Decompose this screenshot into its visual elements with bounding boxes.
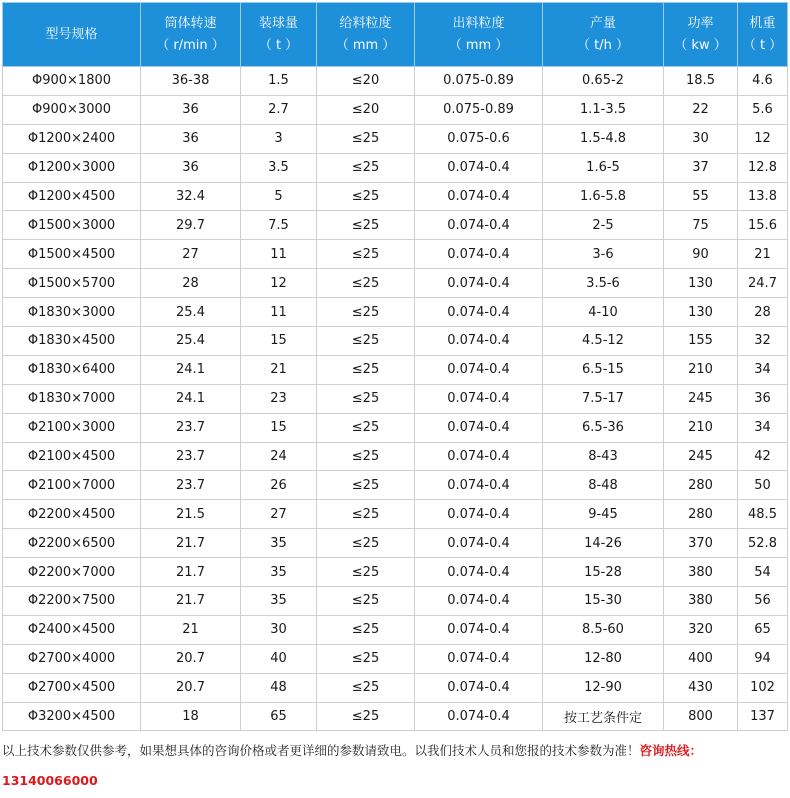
table-row bbox=[3, 124, 788, 153]
column-header-title: 产量 bbox=[589, 15, 616, 31]
table-cell: 48.5 bbox=[738, 500, 788, 529]
hotline-number: 13140066000 bbox=[2, 773, 98, 788]
table-row bbox=[3, 529, 788, 558]
table-cell: 0.074-0.4 bbox=[415, 442, 543, 471]
table-cell: 24.1 bbox=[141, 355, 241, 384]
table-cell: 90 bbox=[664, 240, 738, 269]
table-cell: 280 bbox=[664, 471, 738, 500]
table-cell: 1.1-3.5 bbox=[543, 95, 664, 124]
table-row bbox=[3, 442, 788, 471]
table-cell: ≤25 bbox=[317, 240, 415, 269]
table-row bbox=[3, 240, 788, 269]
table-cell: 210 bbox=[664, 413, 738, 442]
table-cell: 21 bbox=[738, 240, 788, 269]
table-cell: 9-45 bbox=[543, 500, 664, 529]
table-cell: 0.075-0.89 bbox=[415, 95, 543, 124]
table-cell: 1.5-4.8 bbox=[543, 124, 664, 153]
table-cell: 36 bbox=[738, 384, 788, 413]
table-cell: 0.074-0.4 bbox=[415, 529, 543, 558]
table-cell: Φ1500×5700 bbox=[3, 269, 141, 298]
table-cell: Φ2700×4000 bbox=[3, 644, 141, 673]
table-cell: ≤25 bbox=[317, 355, 415, 384]
table-cell: ≤20 bbox=[317, 67, 415, 96]
table-body bbox=[3, 67, 788, 731]
table-cell: 380 bbox=[664, 587, 738, 616]
table-cell: 210 bbox=[664, 355, 738, 384]
table-cell: Φ2700×4500 bbox=[3, 673, 141, 702]
table-cell: 5 bbox=[241, 182, 317, 211]
table-cell: 8-48 bbox=[543, 471, 664, 500]
table-row bbox=[3, 644, 788, 673]
column-header bbox=[664, 3, 738, 67]
table-cell: ≤25 bbox=[317, 182, 415, 211]
table-cell: 65 bbox=[241, 702, 317, 731]
table-cell: 15.6 bbox=[738, 211, 788, 240]
table-cell: 0.074-0.4 bbox=[415, 644, 543, 673]
table-cell: 7.5 bbox=[241, 211, 317, 240]
table-cell: Φ1500×4500 bbox=[3, 240, 141, 269]
table-row bbox=[3, 673, 788, 702]
table-cell: 245 bbox=[664, 384, 738, 413]
table-cell: Φ2200×4500 bbox=[3, 500, 141, 529]
column-header-unit: （ mm ） bbox=[335, 37, 396, 53]
table-cell: 21 bbox=[241, 355, 317, 384]
table-cell: 0.074-0.4 bbox=[415, 471, 543, 500]
table-cell: 52.8 bbox=[738, 529, 788, 558]
table-cell: 1.6-5.8 bbox=[543, 182, 664, 211]
table-cell: 65 bbox=[738, 615, 788, 644]
table-row bbox=[3, 615, 788, 644]
table-cell: Φ2100×7000 bbox=[3, 471, 141, 500]
table-cell: 36 bbox=[141, 95, 241, 124]
header-row bbox=[3, 3, 788, 67]
table-cell: 27 bbox=[141, 240, 241, 269]
table-cell: 0.074-0.4 bbox=[415, 673, 543, 702]
table-row bbox=[3, 471, 788, 500]
table-cell: 55 bbox=[664, 182, 738, 211]
table-cell: 400 bbox=[664, 644, 738, 673]
table-cell: 24 bbox=[241, 442, 317, 471]
footnote bbox=[2, 736, 788, 796]
table-cell: ≤25 bbox=[317, 269, 415, 298]
column-header bbox=[317, 3, 415, 67]
table-cell: 0.074-0.4 bbox=[415, 384, 543, 413]
table-cell: Φ1830×3000 bbox=[3, 298, 141, 327]
column-header-title: 功率 bbox=[687, 15, 714, 31]
footnote-text: 以上技术参数仅供参考，如果想具体的咨询价格或者更详细的参数请致电。以我们技术人员和您报的技术参数为准！ bbox=[2, 743, 640, 758]
table-cell: 12.8 bbox=[738, 153, 788, 182]
table-cell: 4.6 bbox=[738, 67, 788, 96]
table-cell: 20.7 bbox=[141, 673, 241, 702]
table-cell: 15-30 bbox=[543, 587, 664, 616]
table-cell: 370 bbox=[664, 529, 738, 558]
table-cell: 102 bbox=[738, 673, 788, 702]
table-cell: 0.074-0.4 bbox=[415, 702, 543, 731]
table-cell: 20.7 bbox=[141, 644, 241, 673]
table-cell: ≤25 bbox=[317, 558, 415, 587]
table-cell: 32 bbox=[738, 327, 788, 356]
column-header-unit: （ t ） bbox=[258, 37, 299, 53]
column-header-title: 给料粒度 bbox=[339, 15, 392, 31]
column-header-unit: （ kw ） bbox=[674, 37, 727, 53]
table-cell: 800 bbox=[664, 702, 738, 731]
column-header bbox=[415, 3, 543, 67]
table-cell: ≤25 bbox=[317, 124, 415, 153]
column-header-unit: （ r/min ） bbox=[156, 37, 225, 53]
table-cell: ≤25 bbox=[317, 298, 415, 327]
table-row bbox=[3, 211, 788, 240]
table-cell: Φ2200×6500 bbox=[3, 529, 141, 558]
table-row bbox=[3, 587, 788, 616]
spec-table bbox=[2, 2, 788, 731]
table-cell: 137 bbox=[738, 702, 788, 731]
table-cell: 50 bbox=[738, 471, 788, 500]
table-cell: 380 bbox=[664, 558, 738, 587]
table-row bbox=[3, 182, 788, 211]
table-cell: 21.7 bbox=[141, 558, 241, 587]
table-row bbox=[3, 67, 788, 96]
table-cell: ≤25 bbox=[317, 529, 415, 558]
table-cell: 0.075-0.6 bbox=[415, 124, 543, 153]
table-cell: 30 bbox=[664, 124, 738, 153]
table-cell: 7.5-17 bbox=[543, 384, 664, 413]
table-cell: 12-80 bbox=[543, 644, 664, 673]
table-cell: 12 bbox=[738, 124, 788, 153]
table-cell: 75 bbox=[664, 211, 738, 240]
table-cell: Φ1500×3000 bbox=[3, 211, 141, 240]
table-cell: 0.074-0.4 bbox=[415, 413, 543, 442]
table-cell: 0.074-0.4 bbox=[415, 615, 543, 644]
table-cell: 21 bbox=[141, 615, 241, 644]
table-cell: ≤25 bbox=[317, 702, 415, 731]
table-cell: 11 bbox=[241, 240, 317, 269]
column-header-unit: （ t ） bbox=[742, 37, 783, 53]
table-cell: 36 bbox=[141, 124, 241, 153]
table-cell: 0.075-0.89 bbox=[415, 67, 543, 96]
table-cell: 按工艺条件定 bbox=[543, 702, 664, 731]
table-cell: 0.074-0.4 bbox=[415, 355, 543, 384]
column-header-title: 筒体转速 bbox=[164, 15, 217, 31]
table-cell: 23.7 bbox=[141, 471, 241, 500]
table-cell: Φ2400×4500 bbox=[3, 615, 141, 644]
table-cell: 36 bbox=[141, 153, 241, 182]
spec-table-container bbox=[2, 2, 787, 731]
table-cell: 21.7 bbox=[141, 587, 241, 616]
table-cell: 0.074-0.4 bbox=[415, 298, 543, 327]
table-cell: Φ1200×4500 bbox=[3, 182, 141, 211]
table-cell: Φ900×3000 bbox=[3, 95, 141, 124]
table-cell: ≤25 bbox=[317, 384, 415, 413]
hotline-label: 咨询热线： bbox=[639, 743, 703, 758]
table-cell: 24.1 bbox=[141, 384, 241, 413]
table-cell: 94 bbox=[738, 644, 788, 673]
table-cell: ≤25 bbox=[317, 327, 415, 356]
table-cell: Φ1200×2400 bbox=[3, 124, 141, 153]
table-cell: 3-6 bbox=[543, 240, 664, 269]
table-cell: 35 bbox=[241, 529, 317, 558]
table-cell: 23.7 bbox=[141, 442, 241, 471]
table-cell: 48 bbox=[241, 673, 317, 702]
table-cell: Φ2200×7500 bbox=[3, 587, 141, 616]
table-cell: 13.8 bbox=[738, 182, 788, 211]
column-header bbox=[543, 3, 664, 67]
table-cell: Φ1830×4500 bbox=[3, 327, 141, 356]
column-header-title: 装球量 bbox=[258, 15, 298, 31]
table-row bbox=[3, 500, 788, 529]
table-cell: 34 bbox=[738, 413, 788, 442]
table-cell: 12-90 bbox=[543, 673, 664, 702]
table-cell: 40 bbox=[241, 644, 317, 673]
table-cell: 21.5 bbox=[141, 500, 241, 529]
table-cell: 2.7 bbox=[241, 95, 317, 124]
table-cell: 15-28 bbox=[543, 558, 664, 587]
table-cell: ≤25 bbox=[317, 471, 415, 500]
table-row bbox=[3, 355, 788, 384]
table-cell: 14-26 bbox=[543, 529, 664, 558]
table-cell: 37 bbox=[664, 153, 738, 182]
table-cell: 3 bbox=[241, 124, 317, 153]
table-cell: 28 bbox=[738, 298, 788, 327]
table-cell: 245 bbox=[664, 442, 738, 471]
table-cell: 27 bbox=[241, 500, 317, 529]
table-cell: 35 bbox=[241, 558, 317, 587]
table-cell: 11 bbox=[241, 298, 317, 327]
table-cell: 0.074-0.4 bbox=[415, 587, 543, 616]
table-cell: ≤25 bbox=[317, 644, 415, 673]
table-cell: 430 bbox=[664, 673, 738, 702]
table-cell: 0.074-0.4 bbox=[415, 240, 543, 269]
column-header bbox=[141, 3, 241, 67]
table-cell: 0.074-0.4 bbox=[415, 327, 543, 356]
table-cell: 34 bbox=[738, 355, 788, 384]
table-cell: 0.074-0.4 bbox=[415, 558, 543, 587]
table-cell: 54 bbox=[738, 558, 788, 587]
table-cell: Φ2100×4500 bbox=[3, 442, 141, 471]
column-header bbox=[738, 3, 788, 67]
table-row bbox=[3, 327, 788, 356]
table-cell: 6.5-15 bbox=[543, 355, 664, 384]
table-cell: 8.5-60 bbox=[543, 615, 664, 644]
table-row bbox=[3, 384, 788, 413]
table-cell: 32.4 bbox=[141, 182, 241, 211]
column-header bbox=[241, 3, 317, 67]
table-cell: 24.7 bbox=[738, 269, 788, 298]
table-cell: Φ3200×4500 bbox=[3, 702, 141, 731]
table-cell: 15 bbox=[241, 413, 317, 442]
table-cell: Φ2100×3000 bbox=[3, 413, 141, 442]
table-cell: 22 bbox=[664, 95, 738, 124]
table-cell: ≤25 bbox=[317, 500, 415, 529]
table-cell: ≤25 bbox=[317, 587, 415, 616]
table-cell: 25.4 bbox=[141, 327, 241, 356]
table-cell: 8-43 bbox=[543, 442, 664, 471]
table-row bbox=[3, 269, 788, 298]
table-cell: 36-38 bbox=[141, 67, 241, 96]
column-header bbox=[3, 3, 141, 67]
table-cell: 5.6 bbox=[738, 95, 788, 124]
table-cell: 280 bbox=[664, 500, 738, 529]
table-cell: Φ1830×6400 bbox=[3, 355, 141, 384]
table-row bbox=[3, 298, 788, 327]
table-cell: 12 bbox=[241, 269, 317, 298]
table-cell: 0.074-0.4 bbox=[415, 182, 543, 211]
table-cell: 155 bbox=[664, 327, 738, 356]
table-row bbox=[3, 702, 788, 731]
table-row bbox=[3, 413, 788, 442]
table-cell: 15 bbox=[241, 327, 317, 356]
table-cell: ≤25 bbox=[317, 413, 415, 442]
table-cell: Φ1830×7000 bbox=[3, 384, 141, 413]
table-row bbox=[3, 153, 788, 182]
table-cell: 28 bbox=[141, 269, 241, 298]
table-cell: ≤25 bbox=[317, 673, 415, 702]
table-cell: Φ2200×7000 bbox=[3, 558, 141, 587]
table-row bbox=[3, 95, 788, 124]
table-cell: 3.5-6 bbox=[543, 269, 664, 298]
table-cell: 0.074-0.4 bbox=[415, 269, 543, 298]
table-cell: 21.7 bbox=[141, 529, 241, 558]
table-cell: 29.7 bbox=[141, 211, 241, 240]
table-cell: ≤25 bbox=[317, 153, 415, 182]
column-header-unit: （ mm ） bbox=[448, 37, 509, 53]
table-cell: 0.074-0.4 bbox=[415, 153, 543, 182]
column-header-title: 机重 bbox=[749, 15, 776, 31]
table-cell: 4.5-12 bbox=[543, 327, 664, 356]
table-row bbox=[3, 558, 788, 587]
table-cell: 1.5 bbox=[241, 67, 317, 96]
table-cell: 130 bbox=[664, 298, 738, 327]
table-cell: 42 bbox=[738, 442, 788, 471]
column-header-title: 出料粒度 bbox=[452, 15, 505, 31]
table-cell: 30 bbox=[241, 615, 317, 644]
table-cell: 25.4 bbox=[141, 298, 241, 327]
table-cell: 320 bbox=[664, 615, 738, 644]
table-cell: ≤25 bbox=[317, 211, 415, 240]
table-cell: Φ900×1800 bbox=[3, 67, 141, 96]
column-header-title: 型号规格 bbox=[45, 26, 98, 42]
table-cell: 26 bbox=[241, 471, 317, 500]
table-cell: ≤20 bbox=[317, 95, 415, 124]
table-cell: 35 bbox=[241, 587, 317, 616]
table-cell: 23 bbox=[241, 384, 317, 413]
table-cell: 1.6-5 bbox=[543, 153, 664, 182]
table-cell: ≤25 bbox=[317, 442, 415, 471]
table-cell: 2-5 bbox=[543, 211, 664, 240]
table-cell: 18.5 bbox=[664, 67, 738, 96]
table-cell: 18 bbox=[141, 702, 241, 731]
table-cell: 0.074-0.4 bbox=[415, 211, 543, 240]
column-header-unit: （ t/h ） bbox=[577, 37, 629, 53]
table-cell: 4-10 bbox=[543, 298, 664, 327]
table-cell: 6.5-36 bbox=[543, 413, 664, 442]
table-cell: 3.5 bbox=[241, 153, 317, 182]
table-header bbox=[3, 3, 788, 67]
table-cell: ≤25 bbox=[317, 615, 415, 644]
table-cell: 130 bbox=[664, 269, 738, 298]
table-cell: 23.7 bbox=[141, 413, 241, 442]
table-cell: 0.074-0.4 bbox=[415, 500, 543, 529]
table-cell: 0.65-2 bbox=[543, 67, 664, 96]
table-cell: 56 bbox=[738, 587, 788, 616]
table-cell: Φ1200×3000 bbox=[3, 153, 141, 182]
